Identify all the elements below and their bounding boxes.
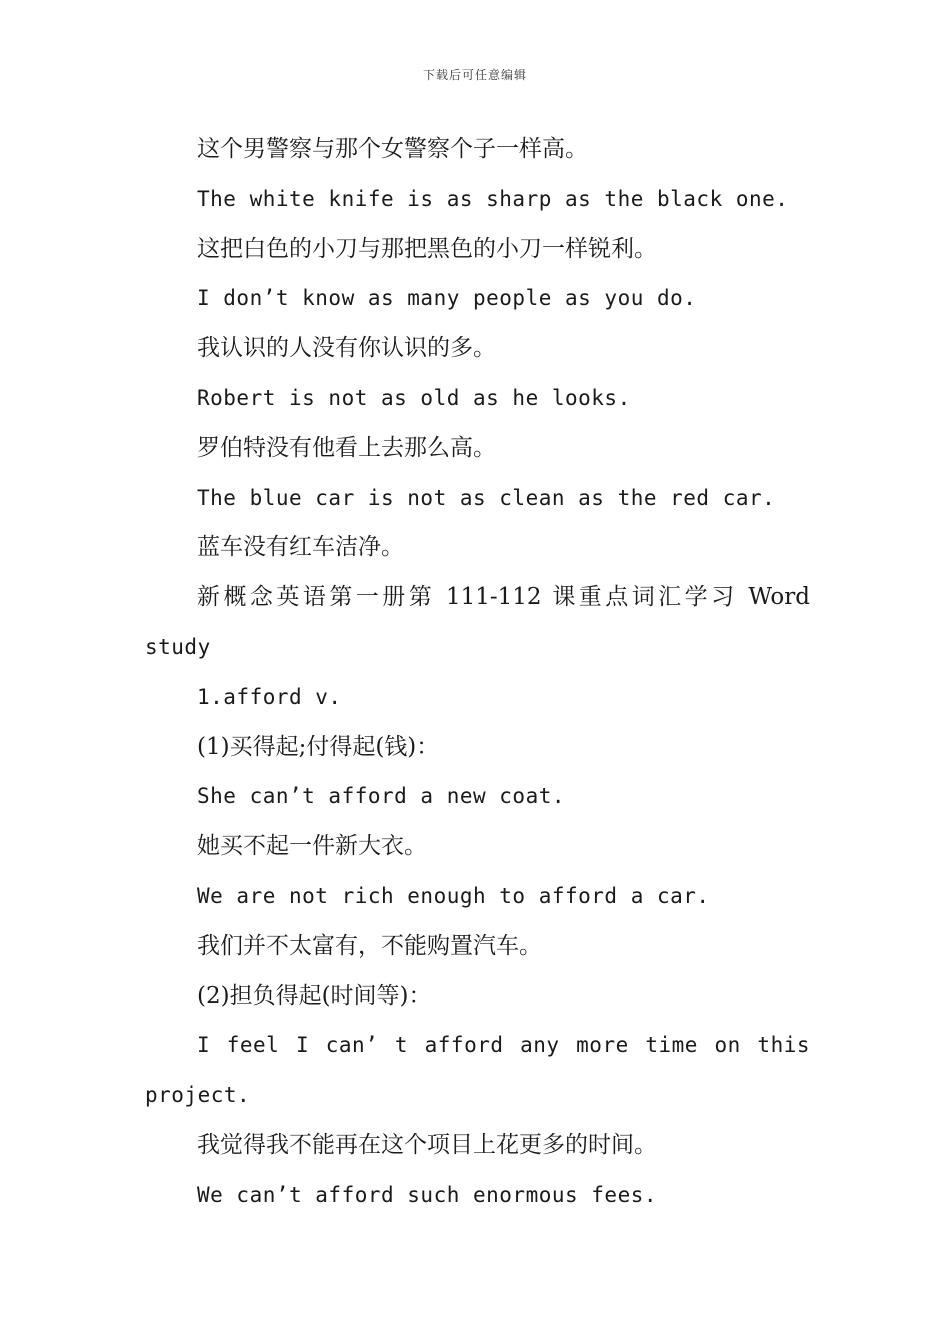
text-line: (1)买得起;付得起(钱)： [197,733,440,760]
text-line: 她买不起一件新大衣。 [197,833,427,860]
text-line: 这个男警察与那个女警察个子一样高。 [197,136,588,162]
document-body [145,125,810,1221]
text-line: The blue car is not as clean as the red car. [197,485,776,510]
text-line: (2)担负得起(时间等)： [197,982,432,1009]
text-line: 罗伯特没有他看上去那么高。 [197,434,496,461]
text-line: 蓝车没有红车洁净。 [197,534,404,561]
text-line: 1.afford v. [197,684,342,709]
text-line: We are not rich enough to afford a car. [197,883,710,908]
page-header: 下载后可任意编辑 [422,68,527,82]
section-heading-continuation: study [145,634,211,659]
text-line: Robert is not as old as he looks. [197,385,631,410]
section-heading: 新概念英语第一册第 111-112 课重点词汇学习 Word [197,584,810,611]
text-line: 我们并不太富有，不能购置汽车。 [197,932,542,959]
text-line: I don’t know as many people as you do. [197,286,697,311]
text-line: The white knife is as sharp as the black one. [197,186,789,211]
text-line: She can’t afford a new coat. [197,784,566,809]
text-line: 我觉得我不能再在这个项目上花更多的时间。 [197,1131,657,1158]
wrapped-line: I feel I can’ t afford any more time on this [197,1033,810,1058]
text-line: 这把白色的小刀与那把黑色的小刀一样锐利。 [197,235,657,262]
text-line: 我认识的人没有你认识的多。 [197,335,496,362]
wrapped-line-continuation: project. [145,1083,251,1108]
text-line: We can’t afford such enormous fees. [197,1182,658,1207]
